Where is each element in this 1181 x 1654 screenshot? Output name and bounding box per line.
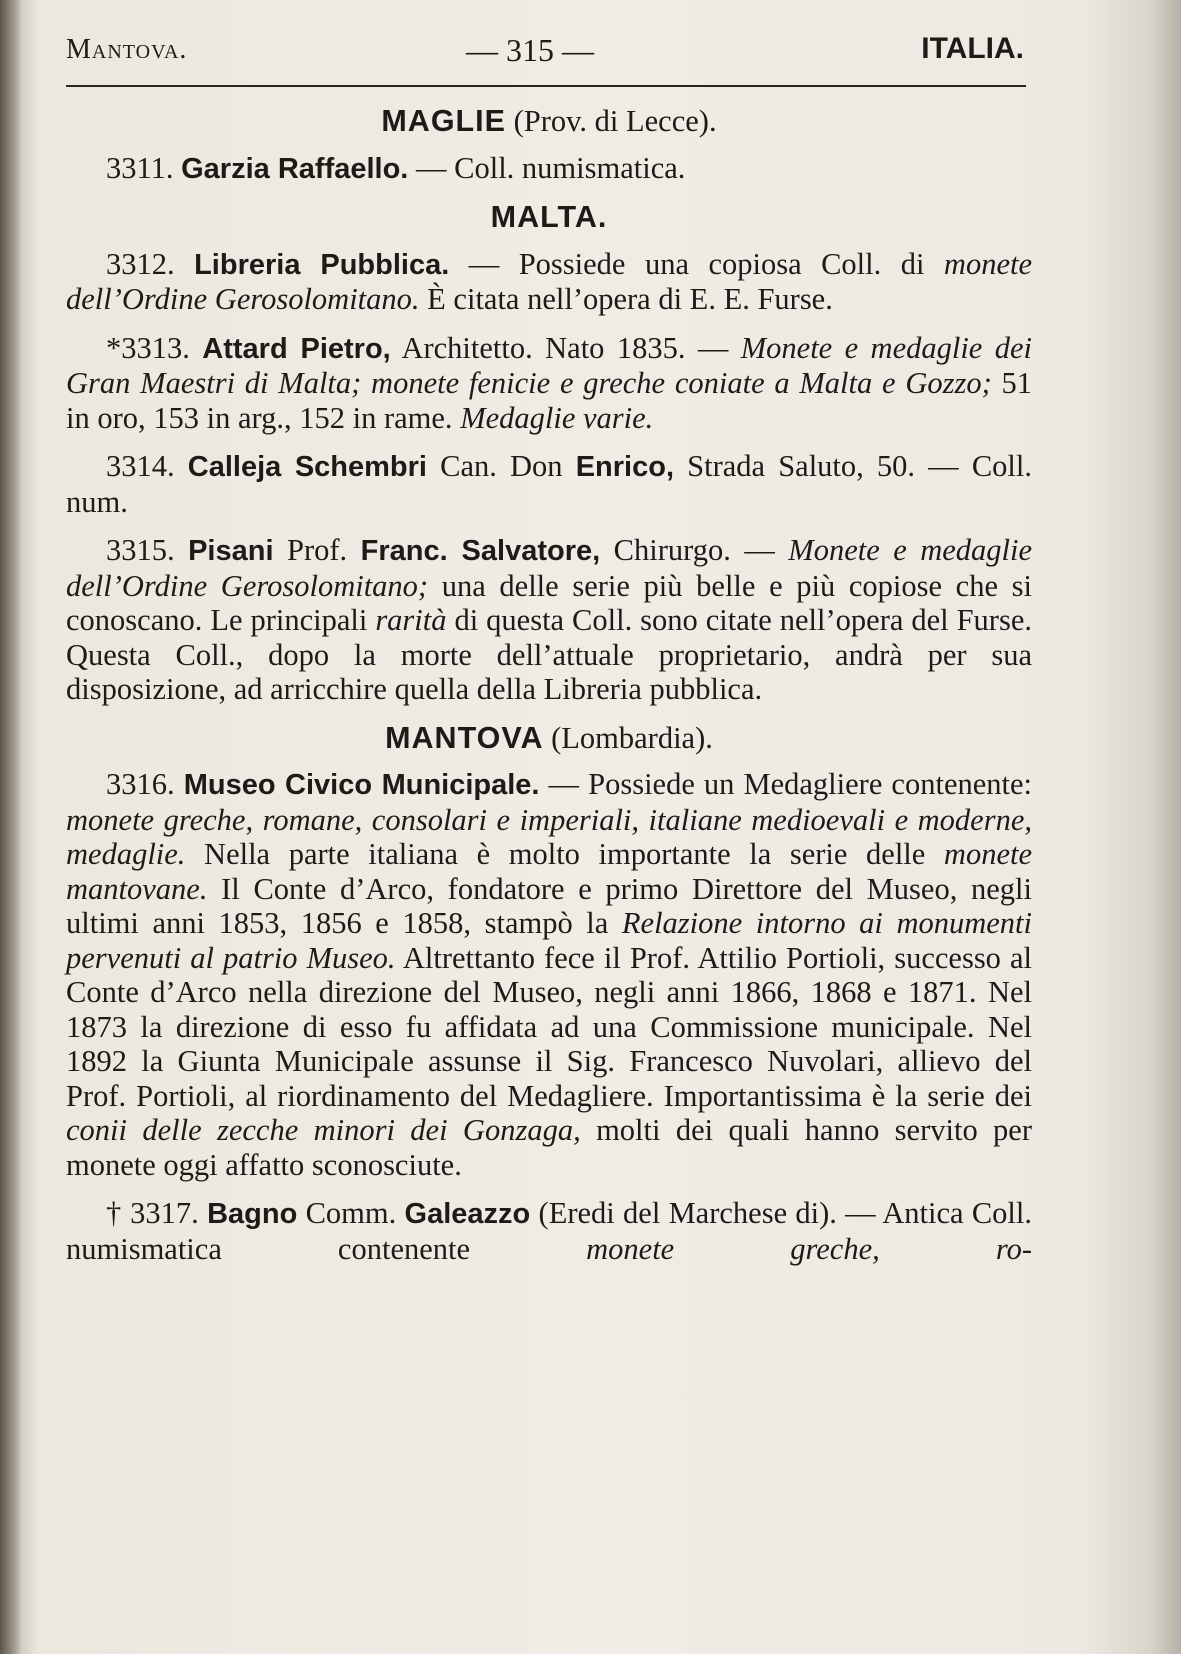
entry-3311 xyxy=(66,151,1032,187)
entry-text: — Possiede un Medagliere contenente: xyxy=(539,767,1033,801)
entry-italic: monete greche, ro- xyxy=(586,1231,1032,1266)
collector-name: Museo Civico Municipale. xyxy=(183,769,540,801)
entry-text: 51 in oro, 153 in arg., 152 in rame. xyxy=(66,366,1033,435)
entry-number: *3313. xyxy=(106,330,190,365)
page-number: — 315 — xyxy=(466,32,594,68)
collector-name: Galeazzo xyxy=(404,1198,531,1230)
entry-text: Comm. xyxy=(297,1196,405,1230)
entry-number: 3311. xyxy=(106,150,174,185)
heading-malta xyxy=(66,200,1032,235)
entry-3317 xyxy=(66,1196,1032,1266)
entry-text: di questa Coll. sono citate nell’opera del Furse. Questa Coll., dopo la morte dell’attuale proprietario, andrà per sua disposizione, ad arricchire quella della Libreria pubblica. xyxy=(66,603,1032,706)
place-name: MAGLIE xyxy=(381,104,506,138)
place-name: MANTOVA xyxy=(385,720,544,755)
entry-text: molti dei quali hanno servito per monete oggi affatto sconosciute. xyxy=(66,1113,1032,1182)
entry-italic: Monete e medaglie dei Gran Maestri di Malta; monete fenicie e greche coniate a Malta e Gozzo; xyxy=(66,330,1032,400)
entry-text: — Possiede una copiosa Coll. di xyxy=(449,246,944,281)
collector-name: Garzia Raffaello. xyxy=(181,152,409,185)
entry-italic: Medaglie varie. xyxy=(460,400,654,435)
book-spine-shadow xyxy=(0,0,22,1654)
header-rule xyxy=(66,85,1026,87)
entry-3312 xyxy=(66,247,1032,317)
entry-number: 3316. xyxy=(106,767,175,801)
collector-name: Bagno xyxy=(207,1198,298,1230)
entry-number: 3315. xyxy=(106,533,175,567)
collector-name: Libreria Pubblica. xyxy=(194,248,450,281)
place-name: MALTA. xyxy=(490,200,608,234)
header-left: Mantova. xyxy=(66,34,188,65)
entry-text: — Coll. numismatica. xyxy=(408,150,686,185)
entry-text: Nella parte italiana è molto importante la serie delle xyxy=(185,837,944,871)
heading-maglie xyxy=(66,104,1032,139)
entry-italic: monete mantovane. xyxy=(66,837,1032,906)
collector-name: Pisani xyxy=(188,535,274,567)
entry-italic: conii delle zecche minori dei Gonzaga, xyxy=(66,1113,581,1147)
entry-text: Altrettanto fece il Prof. Attilio Portioli, successo al Conte d’Arco nella direzione del Museo, negli anni 1866, 1868 e 1871. Nel 1873 la direzione di esso fu affidata ad una Commissione municipale. Nel 1892 la Giunta Municipale assunse il Sig. Francesco Nuvolari, allievo del Prof. Portioli, al riordinamento del Medagliere. Importantissima è la serie dei xyxy=(66,940,1032,1113)
province: (Lombardia). xyxy=(551,720,713,755)
page-body xyxy=(66,104,1032,1280)
entry-3315 xyxy=(66,533,1032,707)
entry-3314 xyxy=(66,449,1032,519)
entry-text: (Eredi del Marchese di). — Antica Coll. numismatica contenente xyxy=(66,1196,1033,1266)
heading-mantova xyxy=(66,721,1032,756)
running-header xyxy=(66,30,1026,74)
collector-name: Franc. Salvatore, xyxy=(360,535,601,567)
entry-italic: Relazione intorno ai monumenti pervenuti al patrio Museo. xyxy=(66,906,1032,975)
collector-name: Enrico, xyxy=(575,451,675,483)
entry-text: Il Conte d’Arco, fondatore e primo Direttore del Museo, negli ultimi anni 1853, 1856 e 1858, stampò la xyxy=(66,871,1032,940)
collector-name: Calleja Schembri xyxy=(187,451,427,483)
entry-number: 3312. xyxy=(106,246,175,281)
entry-text: una delle serie più belle e più copiose che si conoscano. Le principali xyxy=(66,568,1032,637)
collector-name: Attard Pietro, xyxy=(202,332,391,365)
entry-3313 xyxy=(66,331,1032,436)
entry-italic: monete dell’Ordine Gerosolomitano. xyxy=(66,246,1032,316)
entry-text: Architetto. Nato 1835. — xyxy=(390,330,741,365)
entry-3316 xyxy=(66,767,1032,1182)
entry-text: È citata nell’opera di E. E. Furse. xyxy=(419,282,833,316)
entry-number: † 3317. xyxy=(106,1196,199,1230)
entry-text: Can. Don xyxy=(427,449,576,483)
entry-italic: monete greche, romane, consolari e imperiali, italiane medioevali e moderne, medaglie. xyxy=(66,802,1032,871)
province: (Prov. di Lecce). xyxy=(513,104,717,138)
entry-italic: rarità xyxy=(375,603,447,637)
header-right: ITALIA. xyxy=(921,32,1024,65)
entry-text: Prof. xyxy=(273,533,361,567)
entry-text: Chirurgo. — xyxy=(600,533,789,567)
entry-italic: Monete e medaglie dell’Ordine Gerosolomitano; xyxy=(66,533,1033,603)
entry-number: 3314. xyxy=(106,449,175,483)
entry-text: Strada Saluto, 50. — Coll. num. xyxy=(66,449,1032,519)
